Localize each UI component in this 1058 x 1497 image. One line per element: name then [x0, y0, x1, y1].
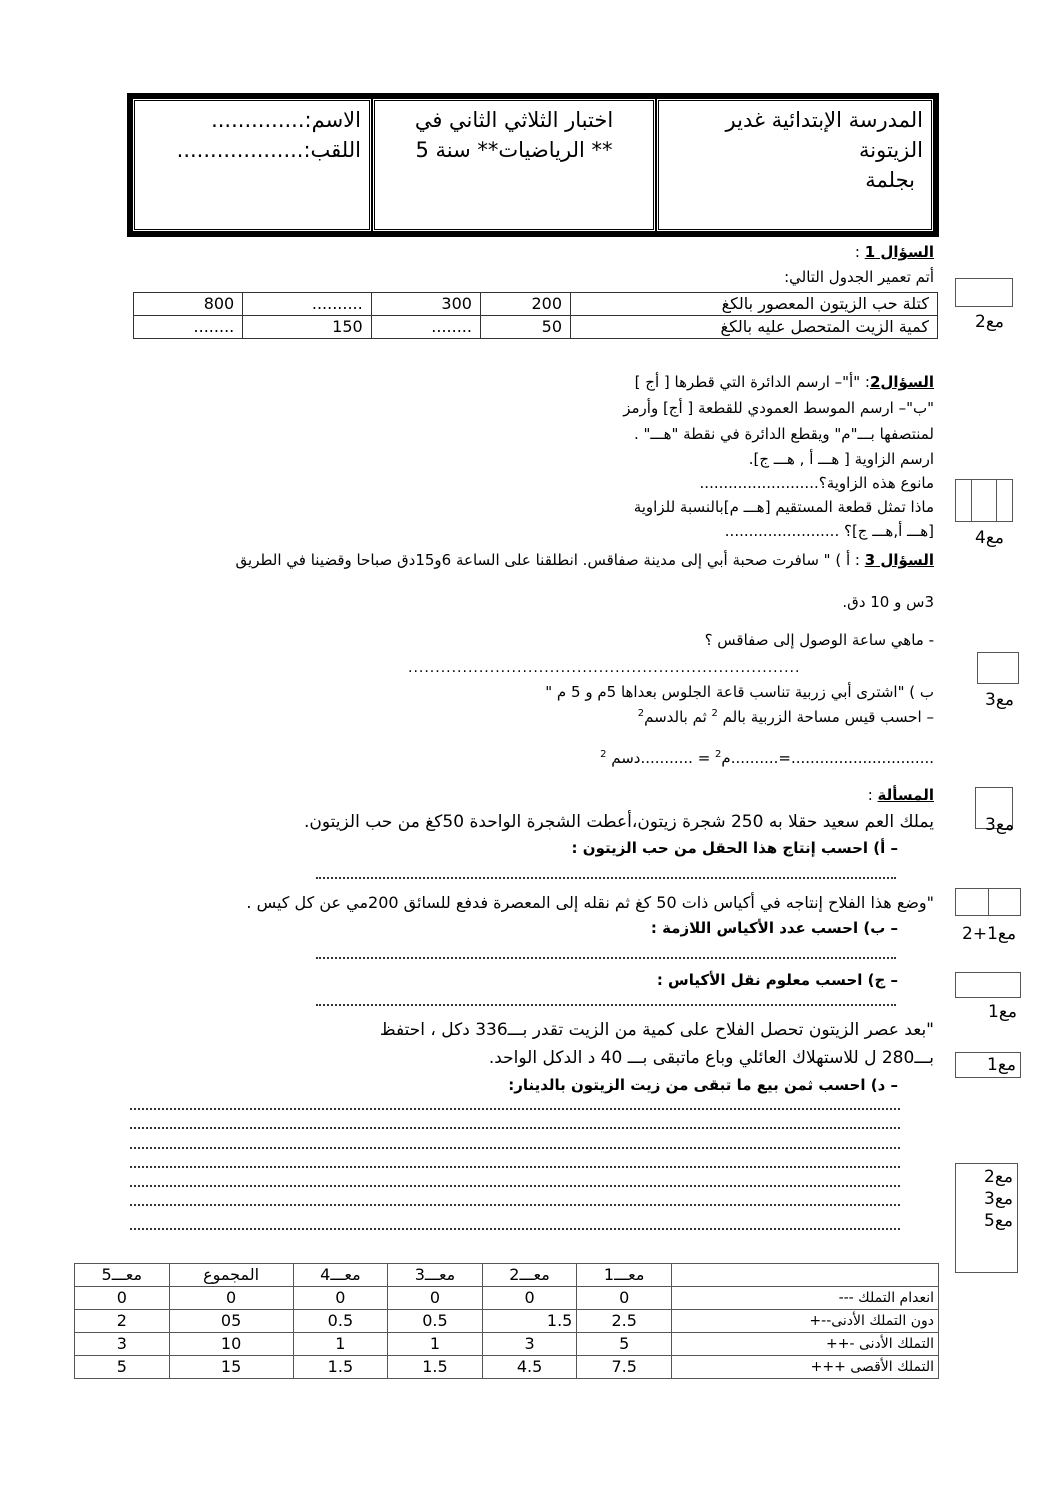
- problem-c-mark-label: مع1: [988, 1002, 1017, 1022]
- q3-question: - ماهي ساعة الوصول إلى صفاقس ؟: [704, 631, 934, 649]
- q3-b-instruction: [638, 704, 934, 727]
- table-cell: 0: [388, 1287, 483, 1310]
- header-cell: معـــ4: [293, 1264, 388, 1287]
- problem-oil-text-2: بـــ280 ل للاستهلاك العائلي وباع ماتبقى بـــ 40 د الدكل الواحد.: [488, 1048, 934, 1068]
- table-cell: 2.5: [577, 1310, 672, 1333]
- table-cell: 0.5: [388, 1310, 483, 1333]
- problem-a-mark-label: مع3: [985, 815, 1014, 835]
- problem-colon: :: [867, 786, 873, 804]
- q3-text: : أ ) " سافرت صحبة أبي إلى مدينة صفاقس. انطلقنا على الساعة 6و15دق صباحا وقضينا في الطريق: [235, 551, 860, 569]
- problem-bags-text: "وضع هذا الفلاح إنتاجه في أكياس ذات 50 كغ ثم نقله إلى المعصرة فدفع للسائق 200مي عن كل كيس .: [246, 893, 934, 912]
- table-cell: 1.5: [482, 1310, 577, 1333]
- q3-b-instr-text2: ثم بالدسم: [644, 708, 712, 726]
- row-label: كتلة حب الزيتون المعصور بالكغ: [571, 293, 938, 316]
- table-cell: 0: [169, 1287, 293, 1310]
- q2-mark-box[interactable]: [955, 479, 1013, 522]
- problem-a: – أ) احسب إنتاج هذا الحقل من حب الزيتون :: [571, 839, 898, 857]
- q3-answer-line[interactable]: ........................................................................: [408, 660, 801, 676]
- header-cell: [672, 1264, 939, 1287]
- table-cell: 0.5: [293, 1310, 388, 1333]
- q3-mark-label: مع3: [985, 690, 1014, 710]
- table-cell: 800: [134, 293, 243, 316]
- problem-oil-mark-box[interactable]: [955, 1052, 1021, 1078]
- problem-d: – د) احسب ثمن بيع ما تبقى من زيت الزيتون بالدينار:: [508, 1076, 898, 1094]
- table-cell: 0: [75, 1287, 170, 1310]
- table-cell: 200: [480, 293, 570, 316]
- problem-a-answer-line[interactable]: [316, 877, 896, 879]
- problem-oil-text-1: "بعد عصر الزيتون تحصل الفلاح على كمية من الزيت تقدر بـــ336 دكل ، احتفظ: [379, 1020, 934, 1040]
- q3-title: السؤال 3: [864, 551, 934, 569]
- grading-header-row: [75, 1264, 939, 1287]
- q1-title-row: [855, 242, 934, 262]
- q3-b-line: ب ) "اشترى أبي زربية تناسب قاعة الجلوس بعداها 5م و 5 م ": [545, 683, 934, 701]
- q3-b-answer-m2[interactable]: ..............................=..........م: [721, 749, 934, 767]
- header-cell: معـــ5: [75, 1264, 170, 1287]
- problem-b: – ب) احسب عدد الأكياس اللازمة :: [650, 919, 898, 937]
- table-cell: 7.5: [577, 1356, 672, 1379]
- q1-colon: :: [854, 243, 860, 261]
- problem-c-mark-box[interactable]: [955, 972, 1021, 998]
- table-cell[interactable]: ........: [371, 316, 480, 339]
- table-cell: 3: [75, 1333, 170, 1356]
- q2-line-6: [هـــ أ,هـــ ج]؟ ........................: [724, 522, 934, 540]
- superscript: 2: [637, 708, 645, 719]
- school-line2: الزيتونة: [859, 138, 923, 162]
- name-field[interactable]: الاسم:..............: [211, 108, 361, 132]
- table-cell: 50: [480, 316, 570, 339]
- answer-line[interactable]: [130, 1108, 900, 1110]
- header-cell: المجموع: [169, 1264, 293, 1287]
- final-mark-label: مع3: [984, 1189, 1013, 1209]
- row-label: انعدام التملك ---: [672, 1287, 939, 1310]
- header-cell: معـــ1: [577, 1264, 672, 1287]
- superscript: 2: [715, 749, 722, 760]
- q2-line-0: [635, 372, 934, 392]
- problem-oil-mark-label: مع1: [987, 1055, 1016, 1075]
- table-cell[interactable]: ..........: [243, 293, 371, 316]
- table-cell: 0: [293, 1287, 388, 1310]
- table-cell: 05: [169, 1310, 293, 1333]
- table-cell: 1: [388, 1333, 483, 1356]
- final-mark-label: مع2: [984, 1167, 1013, 1187]
- table-cell: 1: [293, 1333, 388, 1356]
- problem-title-row: [868, 785, 934, 805]
- mark-cell[interactable]: [988, 889, 1021, 915]
- q1-table: [133, 292, 938, 339]
- answer-line[interactable]: [130, 1204, 900, 1206]
- q2-line-1: "ب"– ارسم الموسط العمودي للقطعة [ أج] وأرمز: [623, 399, 934, 417]
- header-cell: معـــ3: [388, 1264, 483, 1287]
- mark-cell[interactable]: [956, 480, 971, 521]
- q2-mark-label: مع4: [975, 528, 1004, 548]
- q2-line-2: لمنتصفها بـــ"م" ويقطع الدائرة في نقطة "هـــ" .: [633, 425, 934, 443]
- problem-c-answer-line[interactable]: [316, 1004, 896, 1006]
- q3-b-answer[interactable]: [600, 745, 934, 768]
- table-cell: 2: [75, 1310, 170, 1333]
- grading-table: [74, 1263, 939, 1379]
- table-cell: 150: [243, 316, 371, 339]
- superscript: 2: [600, 749, 607, 760]
- mark-cell[interactable]: [956, 889, 988, 915]
- q2-text-a: : "أ"– ارسم الدائرة التي قطرها [ أج ]: [634, 373, 870, 391]
- mark-cell[interactable]: [996, 480, 1012, 521]
- final-mark-label: مع5: [984, 1211, 1013, 1231]
- problem-title: المسألة: [877, 786, 934, 804]
- table-cell: 15: [169, 1356, 293, 1379]
- q2-line-5: ماذا تمثل قطعة المستقيم [هـــ م]بالنسبة للزاوية: [633, 498, 934, 516]
- table-cell: 4.5: [482, 1356, 577, 1379]
- q1-title: السؤال 1: [864, 243, 934, 261]
- problem-b-mark-label: مع1+2: [962, 924, 1017, 944]
- answer-line[interactable]: [130, 1228, 900, 1230]
- q3-b-instr-text: – احسب قيس مساحة الزربية بالم: [717, 708, 934, 726]
- answer-line[interactable]: [130, 1127, 900, 1129]
- table-row: [75, 1333, 939, 1356]
- problem-c: – ج) احسب معلوم نقل الأكياس :: [656, 971, 898, 989]
- table-cell: 5: [75, 1356, 170, 1379]
- exam-title-line1: اختبار الثلاثي الثاني في: [414, 108, 614, 132]
- table-cell: 3: [482, 1333, 577, 1356]
- exam-header: [127, 93, 939, 237]
- problem-b-mark-box[interactable]: [955, 888, 1021, 916]
- table-cell: 300: [371, 293, 480, 316]
- q2-line-4: مانوع هذه الزاوية؟.........................: [699, 474, 934, 492]
- superscript: 2: [711, 708, 718, 719]
- q2-title: السؤال2: [869, 373, 934, 391]
- school-line1: المدرسة الإبتدائية غدير: [725, 108, 923, 132]
- row-label: التملك الأدنى -++: [672, 1333, 939, 1356]
- table-cell: 0: [577, 1287, 672, 1310]
- q3-mark-box[interactable]: [977, 652, 1019, 684]
- row-label: دون التملك الأدنى--+: [672, 1310, 939, 1333]
- q1-instruction: أتم تعمير الجدول التالي:: [784, 268, 934, 286]
- school-cell: [656, 98, 934, 232]
- surname-field[interactable]: اللقب:...................: [176, 138, 361, 162]
- header-cell: معـــ2: [482, 1264, 577, 1287]
- answer-line[interactable]: [130, 1185, 900, 1187]
- table-row: [75, 1287, 939, 1310]
- table-cell[interactable]: ........: [134, 316, 243, 339]
- problem-b-answer-line[interactable]: [316, 957, 896, 959]
- problem-intro: يملك العم سعيد حقلا به 250 شجرة زيتون،أعطت الشجرة الواحدة 50كغ من حب الزيتون.: [303, 812, 934, 832]
- table-row: [134, 293, 938, 316]
- table-cell: 5: [577, 1333, 672, 1356]
- problem-final-mark-box[interactable]: [955, 1163, 1018, 1273]
- school-line3: بجلمة: [865, 168, 915, 192]
- row-label: كمية الزيت المتحصل عليه بالكغ: [571, 316, 938, 339]
- q3-line-1: [236, 550, 934, 570]
- table-cell: 10: [169, 1333, 293, 1356]
- answer-line[interactable]: [130, 1166, 900, 1168]
- q1-mark-label: مع2: [975, 312, 1004, 332]
- row-label: التملك الأقصى +++: [672, 1356, 939, 1379]
- student-info-cell: [132, 98, 372, 232]
- mark-cell[interactable]: [971, 480, 995, 521]
- table-cell: 1.5: [293, 1356, 388, 1379]
- exam-title-cell: [372, 98, 656, 232]
- table-cell: 1.5: [388, 1356, 483, 1379]
- answer-line[interactable]: [130, 1147, 900, 1149]
- table-row: [75, 1310, 939, 1333]
- q1-mark-box[interactable]: [955, 278, 1013, 307]
- q2-line-3: ارسم الزاوية [ هـــ أ , هـــ ج].: [748, 450, 934, 468]
- table-row: [75, 1356, 939, 1379]
- exam-title-line2: ** الرياضيات** سنة 5: [415, 138, 613, 162]
- table-row: [134, 316, 938, 339]
- table-cell: 0: [482, 1287, 577, 1310]
- q3-b-answer-dm2[interactable]: = ...........دسم: [606, 749, 716, 767]
- q3-line-2: 3س و 10 دق.: [842, 593, 934, 611]
